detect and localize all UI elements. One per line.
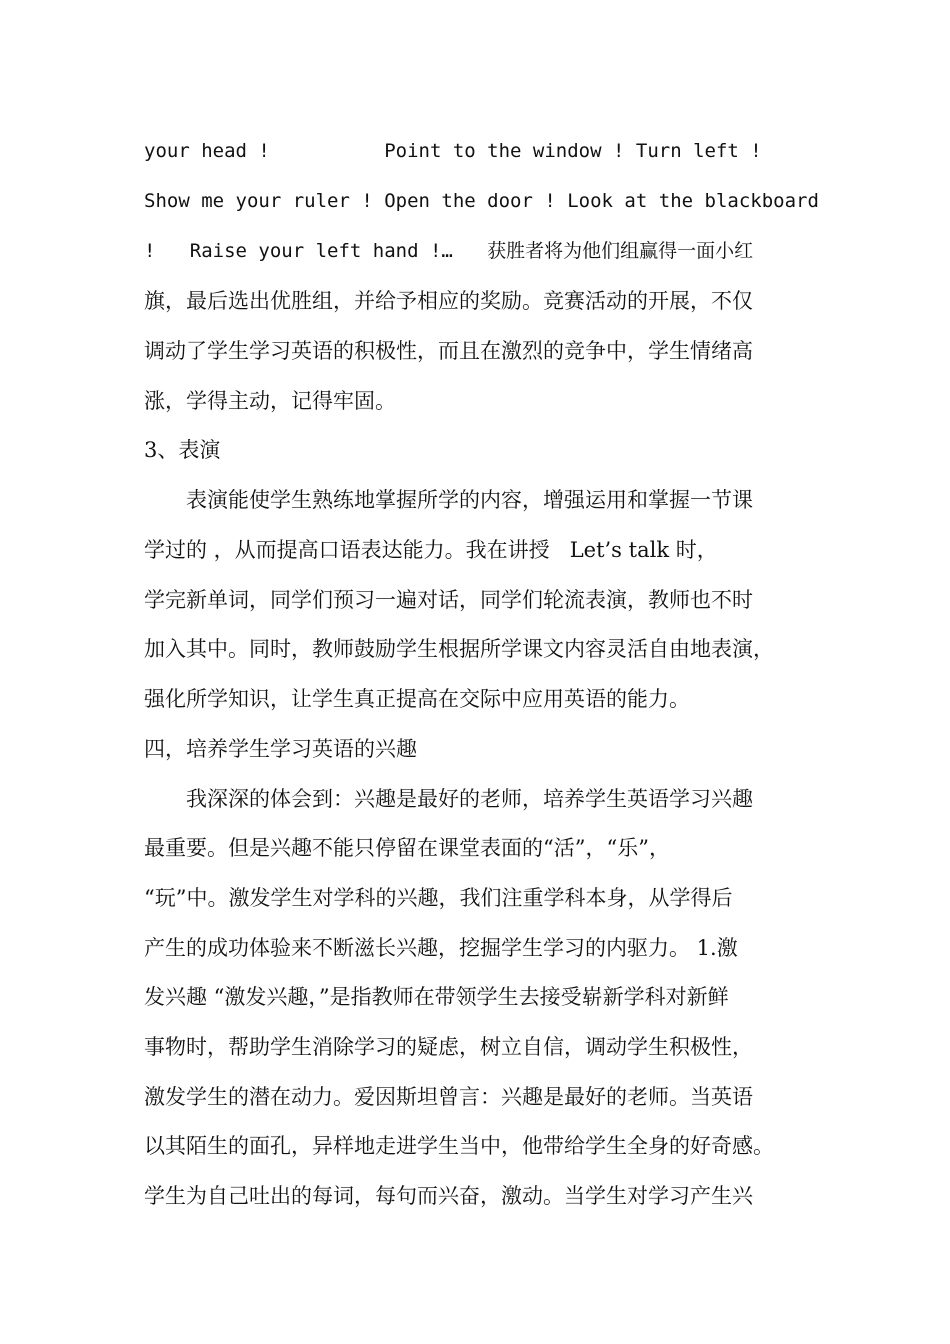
- text-line-12: 强化所学知识，让学生真正提高在交际中应用英语的能力。: [144, 687, 690, 711]
- text-line-15: 最重要。但是兴趣不能只停留在课堂表面的“活”，“乐”，: [144, 836, 670, 860]
- text-line-11: 加入其中。同时，教师鼓励学生根据所学课文内容灵活自由地表演，: [144, 637, 774, 661]
- text-line-22: 学生为自己吐出的每词，每句而兴奋，激动。当学生对学习产生兴: [144, 1184, 753, 1208]
- text-line-8: 表演能使学生熟练地掌握所学的内容，增强运用和掌握一节课: [186, 488, 753, 512]
- text-line-3: ! Raise your left hand !… 获胜者将为他们组赢得一面小红: [144, 240, 754, 262]
- text-line-9: 学过的 ，从而提高口语表达能力。我在讲授 Let’s talk 时，: [144, 538, 718, 562]
- text-line-20: 激发学生的潜在动力。爱因斯坦曾言：兴趣是最好的老师。当英语: [144, 1085, 753, 1109]
- text-line-14: 我深深的体会到：兴趣是最好的老师，培养学生英语学习兴趣: [186, 787, 753, 811]
- text-line-21: 以其陌生的面孔，异样地走进学生当中，他带给学生全身的好奇感。: [144, 1134, 774, 1158]
- text-line-4: 旗，最后选出优胜组，并给予相应的奖励。竞赛活动的开展，不仅: [144, 289, 753, 313]
- text-line-18: 发兴趣 “激发兴趣，”是指教师在带领学生去接受崭新学科对新鲜: [144, 985, 729, 1009]
- text-line-5: 调动了学生学习英语的积极性，而且在激烈的竞争中，学生情绪高: [144, 339, 753, 363]
- section-heading-performance: 3、表演: [144, 438, 221, 462]
- text-line-2: Show me your ruler ! Open the door ! Look at the blackboard: [144, 190, 819, 212]
- section-heading-interest: 四，培养学生学习英语的兴趣: [144, 737, 417, 761]
- text-line-19: 事物时，帮助学生消除学习的疑虑，树立自信，调动学生积极性，: [144, 1035, 753, 1059]
- text-line-16: “玩”中。激发学生对学科的兴趣，我们注重学科本身，从学得后: [144, 886, 733, 910]
- text-line-1: your head ! Point to the window ! Turn left !: [144, 140, 762, 162]
- text-line-10: 学完新单词，同学们预习一遍对话，同学们轮流表演，教师也不时: [144, 588, 753, 612]
- text-line-17: 产生的成功体验来不断滋长兴趣，挖掘学生学习的内驱力。 1.激: [144, 936, 738, 960]
- text-line-6: 涨，学得主动，记得牢固。: [144, 389, 396, 413]
